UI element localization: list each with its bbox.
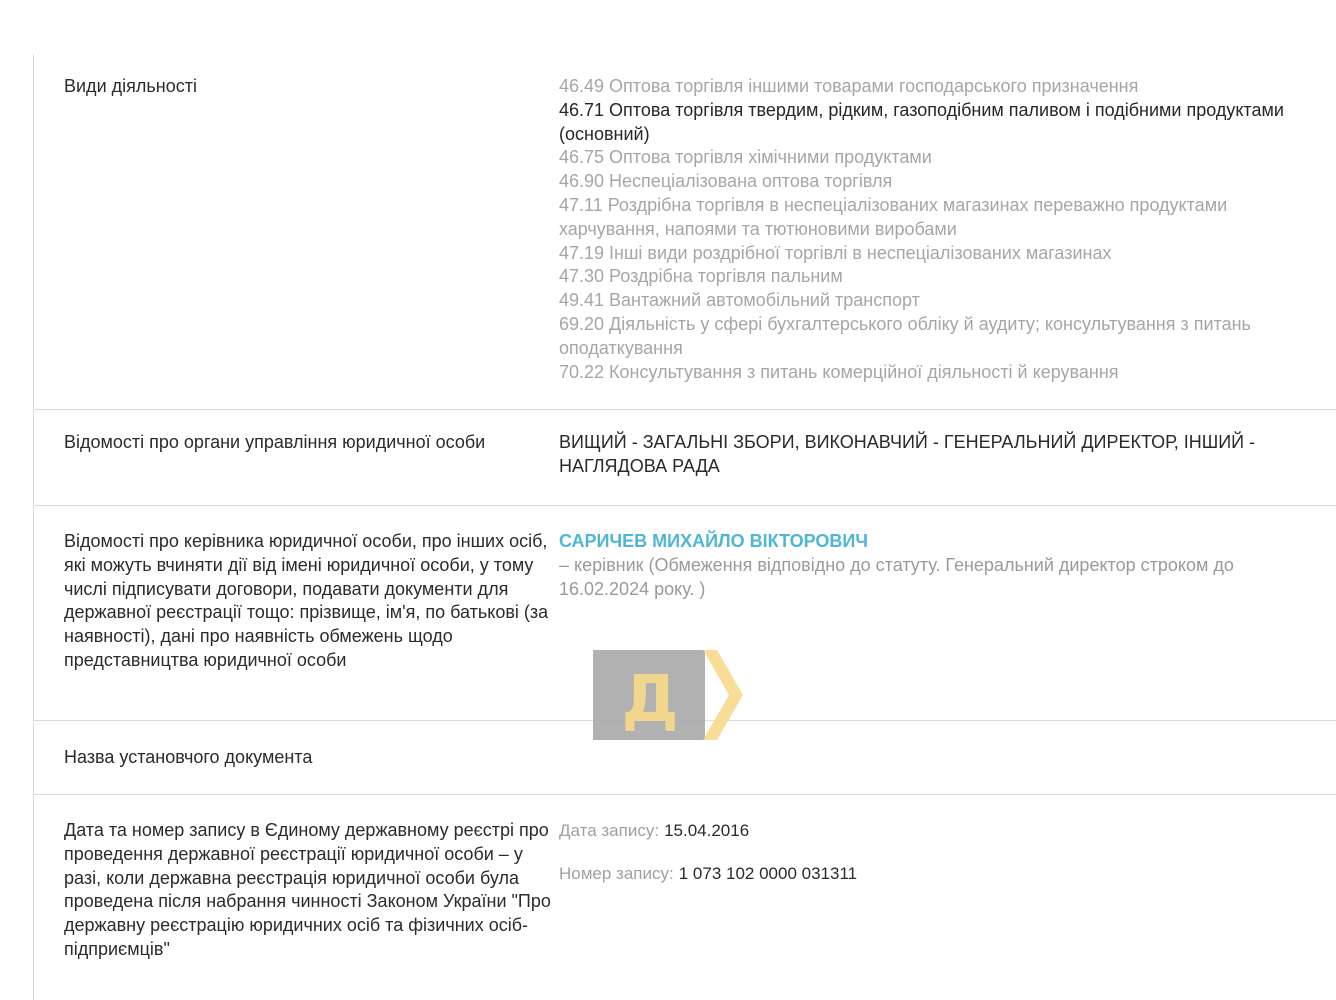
row-record xyxy=(34,795,1336,1000)
activities-list xyxy=(559,75,1336,409)
watermark-logo-icon xyxy=(593,650,743,740)
governance-value: ВИЩИЙ - ЗАГАЛЬНІ ЗБОРИ, ВИКОНАВЧИЙ - ГЕНЕРАЛЬНИЙ ДИРЕКТОР, ІНШИЙ - НАГЛЯДОВА РАДА xyxy=(559,432,1256,476)
record-number-value: 1 073 102 0000 031311 xyxy=(678,863,858,883)
activity-item: 69.20 Діяльність у сфері бухгалтерського обліку й аудиту; консультування з питань оподаткування xyxy=(559,313,1251,358)
watermark-letter: Д xyxy=(621,663,679,737)
record-value xyxy=(559,819,1336,1000)
activity-item: 47.30 Роздрібна торгівля пальним xyxy=(559,266,843,287)
head-name-link[interactable]: САРИЧЕВ МИХАЙЛО ВІКТОРОВИЧ xyxy=(559,531,868,551)
head-label: Відомості про керівника юридичної особи, про інших осіб, які можуть вчиняти дії від імені юридичної особи, у тому числі підписувати договори, подавати документи для державної реєстрації тощо: прізвище, ім'я, по батькові (за наявності), дані про наявність обмежень щодо представництва юридичної особи xyxy=(64,531,549,670)
activity-item: 46.90 Неспеціалізована оптова торгівля xyxy=(559,171,893,192)
activities-label: Види діяльності xyxy=(64,76,197,96)
activity-item: 46.75 Оптова торгівля хімічними продуктами xyxy=(559,147,932,168)
record-date-key: Дата запису: xyxy=(559,821,660,840)
record-number-line xyxy=(559,862,1318,886)
record-number-key: Номер запису: xyxy=(559,863,674,883)
activity-item: 70.22 Консультування з питань комерційної діяльності й керування xyxy=(559,361,1119,382)
record-date-value: 15.04.2016 xyxy=(664,821,750,840)
activity-item-primary: 46.71 Оптова торгівля твердим, рідким, газоподібним паливом і подібними продуктами (основний) xyxy=(559,99,1284,144)
row-activities xyxy=(34,54,1336,410)
record-label: Дата та номер запису в Єдиному державному реєстрі про проведення державної реєстрації юридичної особи – у разі, коли державна реєстрація юридичної особи була проведена після набрання чинності Законом України "Про державну реєстрацію юридичних осіб та фізичних осіб-підприємців" xyxy=(64,820,551,959)
head-description: – керівник (Обмеження відповідно до статуту. Генеральний директор строком до 16.02.2024 року. ) xyxy=(559,554,1234,599)
activity-item: 47.11 Роздрібна торгівля в неспеціалізованих магазинах переважно продуктами харчування, напоями та тютюновими виробами xyxy=(559,194,1228,239)
activity-item: 49.41 Вантажний автомобільний транспорт xyxy=(559,290,920,311)
registry-table xyxy=(33,54,1336,1000)
activity-item: 46.49 Оптова торгівля іншими товарами господарського призначення xyxy=(559,76,1139,96)
record-date-line xyxy=(559,819,1318,843)
governance-label: Відомості про органи управління юридичної особи xyxy=(64,432,486,452)
row-governance xyxy=(34,410,1336,506)
founding-doc-value xyxy=(559,746,1336,794)
founding-doc-label: Назва установчого документа xyxy=(64,747,313,767)
activity-item: 47.19 Інші види роздрібної торгівлі в неспеціалізованих магазинах xyxy=(559,242,1112,263)
